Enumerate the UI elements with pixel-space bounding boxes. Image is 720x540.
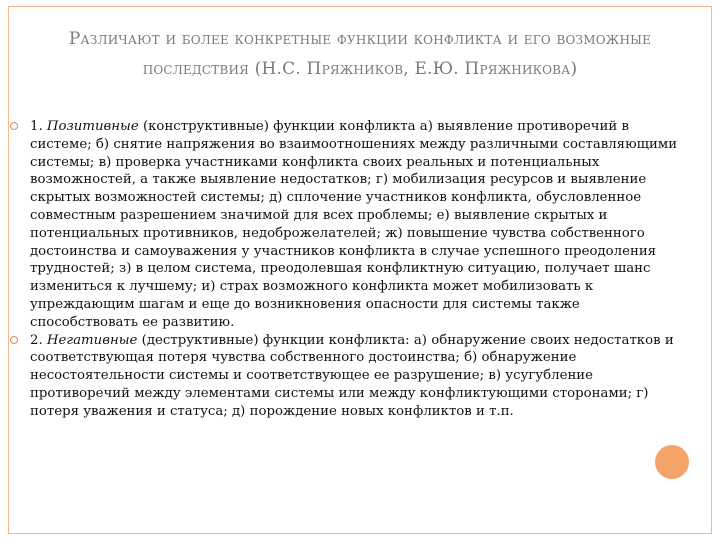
frame-bottom-line	[8, 533, 712, 534]
bullet-circle-icon	[10, 122, 18, 130]
item-text: (конструктивные) функции конфликта а) выявление противоречий в системе; б) снятие напряжения во взаимоотношениях между различными составляющими системы; в) проверка участниками конфликта своих реальных и потенциальных возможностей, а также выявление недостатков; г) мобилизация ресурсов и выявление скрытых возможностей системы; д) сплочение участников конфликта, обусловленное совместным разрешением значимой для всех проблемы; е) выявление скрытых и потенциальных противников, недоброжелателей; ж) повышение чувства собственного достоинства и самоуважения у участников конфликта в случае успешного преодоления трудностей; з) в целом система, преодолевшая конфликтную ситуацию, получает шанс измениться к лучшему; и) страх возможного конфликта может мобилизовать к упреждающим шагам и еще до возникновения опасности для системы также способствовать ее развитию.	[30, 119, 678, 330]
decorative-dot	[655, 445, 689, 479]
frame-top-line	[8, 6, 712, 7]
item-number: 2.	[30, 332, 47, 348]
item-text: (деструктивные) функции конфликта: а) обнаружение своих недостатков и соответствующая потеря чувства собственного достоинства; б) обнаружение несостоятельности системы и соответствующее ее разрушение; в) усугубление противоречий между элементами системы или между конфликтующими сторонами; г) потеря уважения и статуса; д) порождение новых конфликтов и т.п.	[30, 332, 674, 419]
bullet-list	[10, 118, 690, 421]
list-item	[10, 118, 690, 332]
slide-title: Различают и более конкретные функции конфликта и его возможные последствия (Н.С. Пряжников, Е.Ю. Пряжникова)	[68, 29, 652, 79]
frame-left-line	[8, 6, 9, 534]
frame-right-line	[711, 6, 712, 534]
bullet-circle-icon	[10, 336, 18, 344]
item-lead: Негативные	[46, 332, 142, 348]
item-lead: Позитивные	[46, 119, 143, 134]
list-item	[10, 332, 690, 421]
item-number: 1.	[30, 119, 47, 134]
